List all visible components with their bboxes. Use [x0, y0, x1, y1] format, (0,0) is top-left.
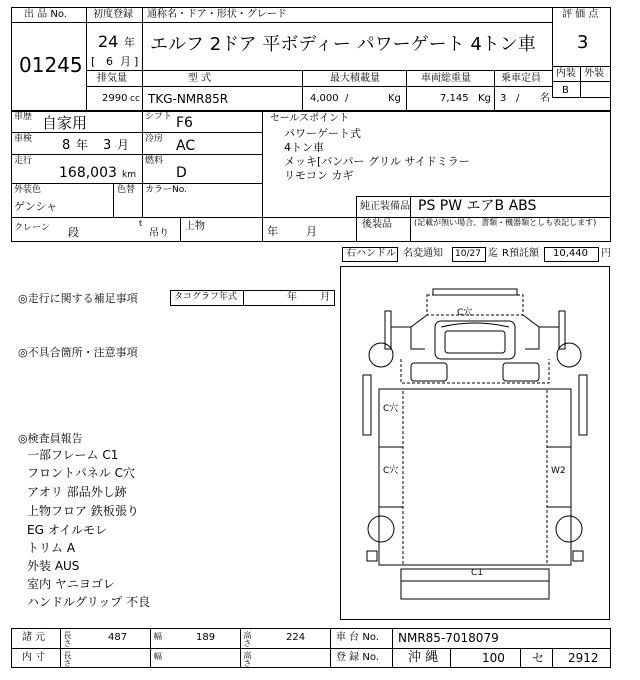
- inner-height-label: 高さ: [243, 651, 252, 667]
- reg-label: 登 録 No.: [336, 652, 379, 663]
- ac-label: 冷房: [145, 134, 164, 144]
- inspector-item: EG オイルモレ: [27, 523, 108, 537]
- length-label: 長さ: [63, 631, 72, 647]
- notice-label: 名変通知: [403, 248, 443, 259]
- fuel-label: 燃料: [145, 156, 164, 166]
- inspector-item: アオリ 部品外し跡: [27, 485, 127, 499]
- tachograph-month: 月: [320, 292, 330, 303]
- lot-number: 01245: [19, 53, 83, 77]
- grade-value: 3: [577, 32, 589, 53]
- inspector-item: 外装 AUS: [27, 559, 80, 573]
- max-load-unit: Kg: [388, 93, 401, 104]
- damage-mark: C穴: [383, 404, 399, 414]
- inner-width-label: 幅: [154, 652, 162, 661]
- history-value: 自家用: [42, 114, 88, 132]
- tachograph-label: タコグラフ年式: [174, 292, 238, 302]
- equipment-label: 純正装備品: [360, 201, 410, 212]
- mileage-value: 168,003: [59, 165, 117, 181]
- height-label: 高さ: [243, 631, 252, 647]
- truck-outline: [341, 267, 609, 619]
- inspector-item: ハンドルグリップ 不良: [27, 595, 151, 609]
- reg-kana: セ: [532, 651, 545, 665]
- crane-year: 年: [267, 225, 278, 238]
- damage-diagram: [340, 266, 610, 620]
- damage-mark: C1: [471, 568, 484, 578]
- width-label: 幅: [154, 632, 162, 641]
- model-code-label: 型 式: [188, 73, 212, 84]
- inner-length-label: 長さ: [63, 651, 72, 667]
- first-reg-label: 初度登録: [93, 9, 133, 20]
- crane-month: 月: [306, 225, 317, 238]
- reg-region: 沖 縄: [408, 650, 439, 665]
- exterior-color-label: 外装色: [14, 185, 42, 195]
- displacement-label: 排気量: [97, 73, 127, 84]
- shift-value: F6: [176, 115, 193, 131]
- crane-top-label: 上物: [185, 221, 205, 232]
- height-value: 224: [286, 632, 306, 643]
- max-load-label: 最大積載量: [330, 73, 380, 84]
- inspector-item: 室内 ヤニヨゴレ: [27, 577, 115, 591]
- interior-value: B: [562, 85, 569, 96]
- recycle-label: R預託額: [502, 248, 539, 259]
- reg-month-open: [: [91, 55, 96, 68]
- reg-year: 24: [98, 32, 119, 51]
- color-change-label: 色替: [117, 185, 136, 195]
- defects-label: ◎不具合箇所・注意事項: [18, 346, 138, 359]
- mileage-label: 走行: [14, 156, 33, 166]
- steering-value: 右ハンドル: [346, 248, 396, 259]
- gross-weight-unit: Kg: [478, 93, 491, 104]
- notice-value: 10/27: [455, 249, 481, 259]
- sales-point-item: メッキ[バンパー グリル サイドミラー: [284, 155, 470, 168]
- damage-mark: C穴: [383, 466, 399, 476]
- gross-weight-label: 車両総重量: [421, 73, 471, 84]
- color-no-label: カラーNo.: [145, 185, 187, 195]
- sales-point-item: パワーゲート式: [284, 127, 361, 140]
- mileage-unit: km: [122, 170, 136, 180]
- gross-weight-value: 7,145: [440, 93, 469, 104]
- model-name: エルフ 2ドア 平ボディー パワーゲート 4トン車: [150, 34, 536, 55]
- equipment-value: PS PW エアB ABS: [418, 198, 537, 214]
- crane-stage: 段: [68, 226, 79, 239]
- exterior-color-value: ゲンシャ: [14, 200, 58, 213]
- inner-dims-label: 内 寸: [22, 652, 46, 663]
- reg-month-unit: 月: [120, 55, 131, 68]
- chassis-value: NMR85-7018079: [398, 631, 499, 645]
- shift-label: シフト: [145, 112, 173, 122]
- width-value: 189: [196, 632, 216, 643]
- recycle-value: 10,440: [553, 248, 588, 259]
- exterior-label: 外装: [584, 68, 604, 79]
- model-code: TKG-NMR85R: [148, 92, 229, 106]
- displacement-value: 2990: [102, 93, 128, 104]
- inspector-item: フロントパネル C穴: [27, 466, 135, 480]
- inspector-label: ◎検査員報告: [18, 432, 83, 445]
- reg-month: 6: [106, 55, 113, 68]
- max-load-value: 4,000: [310, 93, 339, 104]
- driving-remarks-label: ◎走行に関する補足事項: [18, 292, 138, 305]
- grade-label: 評 価 点: [562, 9, 599, 20]
- reg-year-unit: 年: [124, 36, 135, 49]
- lot-label: 出 品 No.: [24, 9, 67, 20]
- crane-label: クレーン: [14, 223, 50, 233]
- sales-point-item: 4トン車: [284, 141, 324, 154]
- tachograph-year: 年: [287, 292, 297, 303]
- crane-lift: 吊り: [149, 228, 169, 239]
- inspection-year-unit: 年: [76, 138, 89, 152]
- inspector-item: 上物フロア 鉄板張り: [27, 504, 139, 518]
- model-name-label: 通称名・ドア・形状・グレード: [147, 9, 287, 20]
- inspector-item: 一部フレーム C1: [27, 448, 119, 462]
- capacity-unit: 名: [540, 93, 550, 104]
- reg-class: 100: [482, 651, 505, 665]
- inspection-label: 車検: [14, 134, 33, 144]
- max-load-sep: /: [345, 93, 349, 104]
- aftermarket-label: 後装品: [362, 219, 392, 230]
- sales-point-item: リモコン カギ: [284, 169, 354, 182]
- inspection-month: 3: [103, 138, 112, 153]
- aftermarket-note: (記載が無い場合、書類・機器類としも表記します): [414, 218, 597, 227]
- inspection-year: 8: [62, 138, 71, 153]
- fuel-value: D: [176, 165, 187, 181]
- crane-ton: t: [139, 219, 143, 228]
- reg-month-close: ]: [134, 55, 139, 68]
- displacement-unit: cc: [130, 94, 140, 104]
- damage-mark: W2: [551, 466, 566, 476]
- capacity-value: 3: [500, 93, 507, 104]
- recycle-unit: 円: [601, 248, 611, 259]
- length-value: 487: [108, 632, 128, 643]
- history-label: 車歴: [14, 112, 33, 122]
- chassis-label: 車 台 No.: [336, 632, 379, 643]
- ac-value: AC: [176, 138, 196, 154]
- inspection-month-unit: 月: [117, 138, 130, 152]
- damage-mark: C穴: [457, 308, 473, 318]
- notice-suffix: 迄: [488, 248, 498, 259]
- sales-points-label: セールスポイント: [270, 113, 350, 124]
- capacity-sep: /: [516, 93, 520, 104]
- reg-number: 2912: [568, 651, 599, 665]
- interior-label: 内装: [556, 68, 576, 79]
- dims-label: 諸 元: [22, 632, 46, 643]
- inspector-item: トリム A: [27, 541, 76, 555]
- capacity-label: 乗車定員: [501, 73, 541, 84]
